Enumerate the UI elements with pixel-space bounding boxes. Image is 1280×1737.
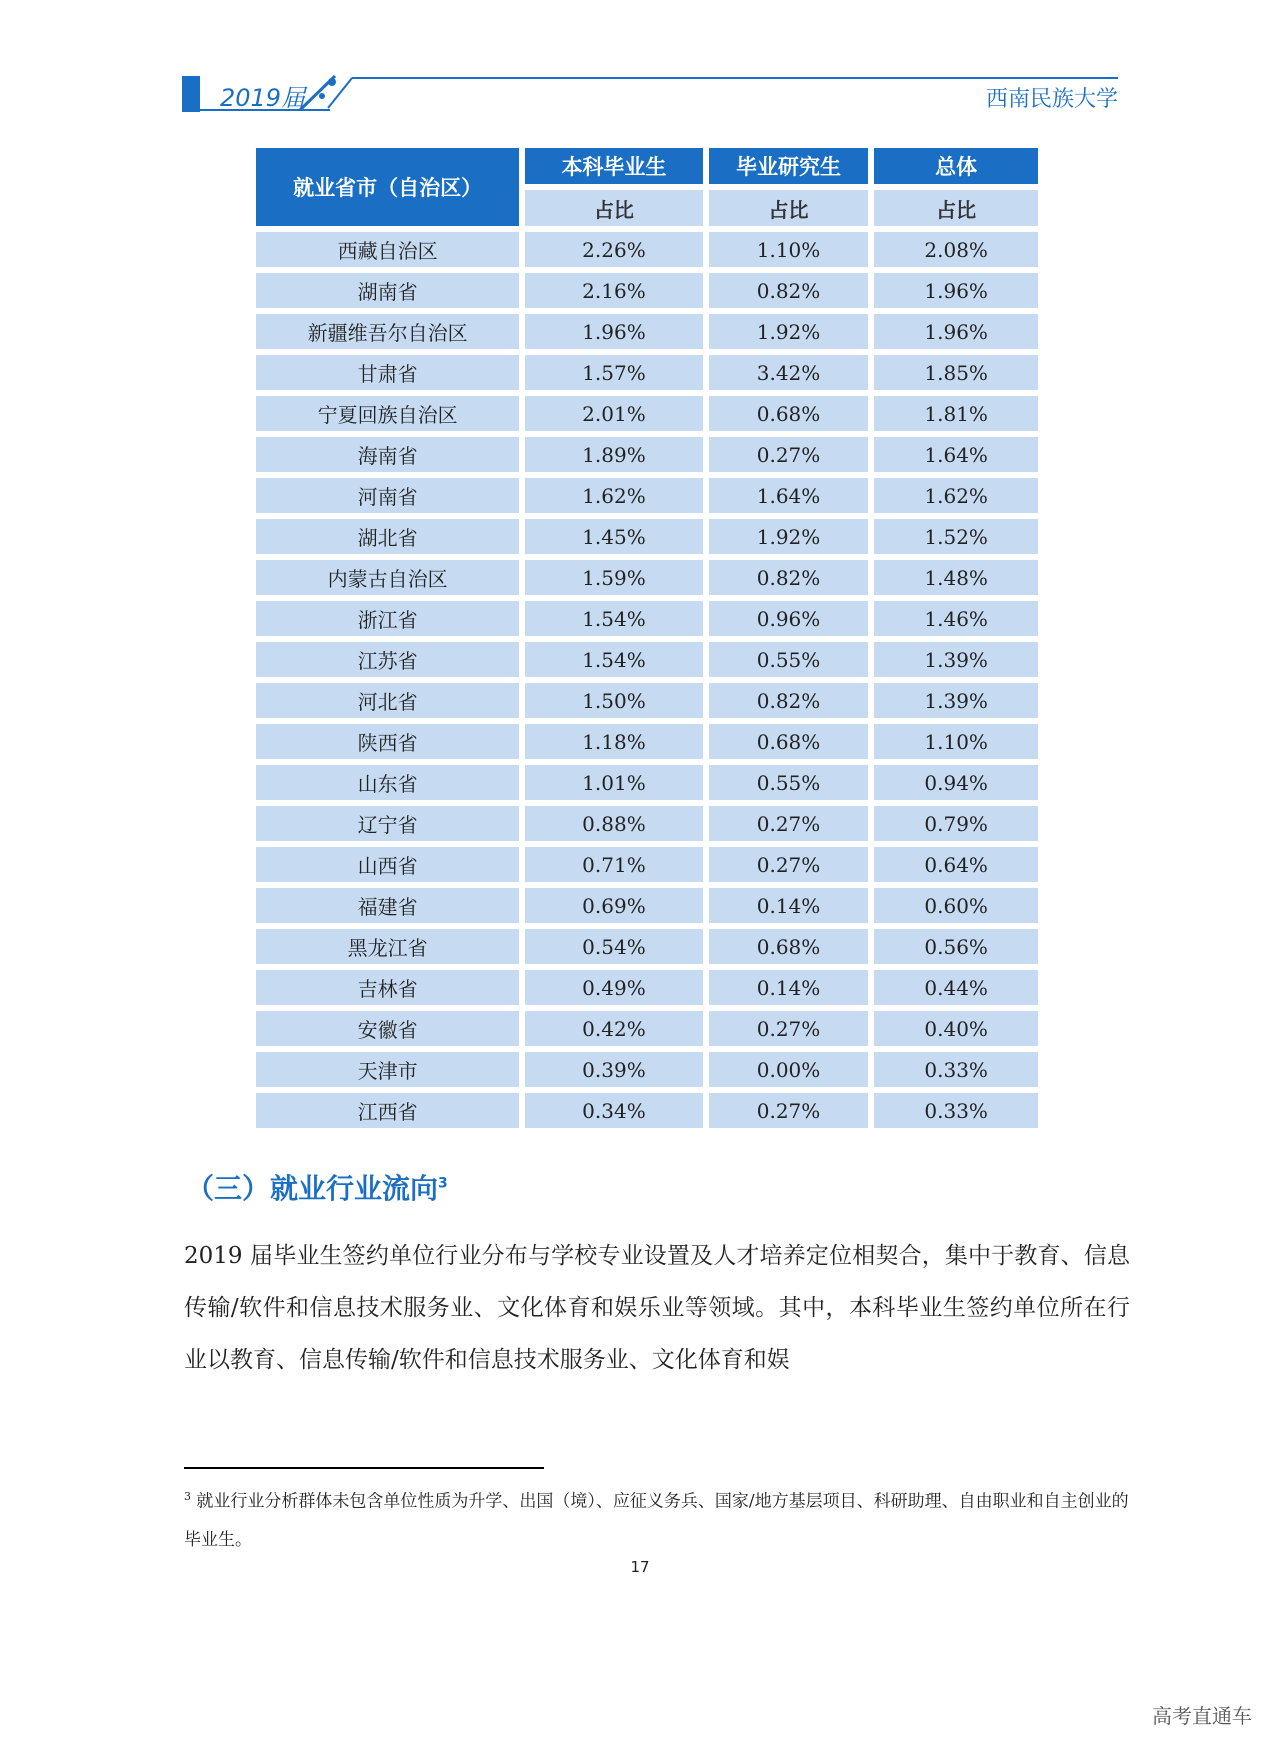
cell-total: 1.81% <box>874 396 1038 431</box>
table-row <box>256 888 1038 923</box>
cell-province: 福建省 <box>256 888 519 923</box>
cell-undergrad: 1.62% <box>525 478 703 513</box>
cell-grad: 0.27% <box>709 1011 869 1046</box>
header-year: 2019届 <box>220 84 306 112</box>
cell-undergrad: 1.45% <box>525 519 703 554</box>
col-header-total: 总体 <box>874 148 1038 184</box>
cell-total: 0.33% <box>874 1052 1038 1087</box>
section-title-footnote-ref: 3 <box>438 1175 448 1192</box>
col-header-grad: 毕业研究生 <box>709 148 869 184</box>
table-row <box>256 683 1038 718</box>
cell-total: 1.96% <box>874 314 1038 349</box>
cell-undergrad: 2.26% <box>525 232 703 267</box>
table-row <box>256 478 1038 513</box>
cell-grad: 1.64% <box>709 478 869 513</box>
cell-province: 西藏自治区 <box>256 232 519 267</box>
table-row <box>256 355 1038 390</box>
page-number: 17 <box>630 1558 650 1576</box>
cell-province: 甘肃省 <box>256 355 519 390</box>
cell-total: 1.46% <box>874 601 1038 636</box>
cell-grad: 0.82% <box>709 683 869 718</box>
cell-total: 0.44% <box>874 970 1038 1005</box>
cell-province: 浙江省 <box>256 601 519 636</box>
cell-grad: 0.27% <box>709 437 869 472</box>
col-header-province: 就业省市（自治区） <box>256 148 519 226</box>
section-paragraph: 2019 届毕业生签约单位行业分布与学校专业设置及人才培养定位相契合，集中于教育、信息传输/软件和信息技术服务业、文化体育和娱乐业等领域。其中，本科毕业生签约单位所在行业以教育、信息传输/软件和信息技术服务业、文化体育和娱 <box>184 1243 1130 1373</box>
cell-total: 1.64% <box>874 437 1038 472</box>
cell-undergrad: 0.69% <box>525 888 703 923</box>
sub-header-undergrad: 占比 <box>525 190 703 226</box>
sub-header-total: 占比 <box>874 190 1038 226</box>
table-row <box>256 929 1038 964</box>
table-row <box>256 232 1038 267</box>
table-row <box>256 765 1038 800</box>
cell-province: 内蒙古自治区 <box>256 560 519 595</box>
cell-undergrad: 2.16% <box>525 273 703 308</box>
cell-grad: 3.42% <box>709 355 869 390</box>
cell-total: 0.33% <box>874 1093 1038 1128</box>
cell-grad: 1.92% <box>709 314 869 349</box>
sub-header-grad: 占比 <box>709 190 869 226</box>
cell-grad: 0.68% <box>709 724 869 759</box>
table-row <box>256 273 1038 308</box>
cell-total: 0.64% <box>874 847 1038 882</box>
cell-province: 辽宁省 <box>256 806 519 841</box>
cell-grad: 0.82% <box>709 273 869 308</box>
cell-undergrad: 0.54% <box>525 929 703 964</box>
cell-undergrad: 1.96% <box>525 314 703 349</box>
cell-grad: 0.14% <box>709 888 869 923</box>
cell-grad: 0.27% <box>709 1093 869 1128</box>
footnote-text: 就业行业分析群体未包含单位性质为升学、出国（境）、应征义务兵、国家/地方基层项目、科研助理、自由职业和自主创业的毕业生。 <box>184 1491 1129 1550</box>
cell-undergrad: 1.01% <box>525 765 703 800</box>
cell-province: 湖北省 <box>256 519 519 554</box>
cell-province: 安徽省 <box>256 1011 519 1046</box>
cell-province: 江西省 <box>256 1093 519 1128</box>
cell-grad: 0.82% <box>709 560 869 595</box>
header-school-name: 西南民族大学 <box>985 87 1118 112</box>
cell-total: 1.62% <box>874 478 1038 513</box>
cell-total: 1.52% <box>874 519 1038 554</box>
cell-undergrad: 1.18% <box>525 724 703 759</box>
table-row <box>256 970 1038 1005</box>
cell-total: 1.96% <box>874 273 1038 308</box>
table-row <box>256 396 1038 431</box>
cell-total: 0.94% <box>874 765 1038 800</box>
cell-total: 1.85% <box>874 355 1038 390</box>
cell-grad: 0.96% <box>709 601 869 636</box>
cell-undergrad: 0.88% <box>525 806 703 841</box>
cell-undergrad: 0.42% <box>525 1011 703 1046</box>
cell-grad: 1.92% <box>709 519 869 554</box>
cell-province: 吉林省 <box>256 970 519 1005</box>
cell-province: 湖南省 <box>256 273 519 308</box>
table-row <box>256 601 1038 636</box>
cell-total: 0.60% <box>874 888 1038 923</box>
cell-grad: 0.00% <box>709 1052 869 1087</box>
cell-province: 山东省 <box>256 765 519 800</box>
cell-province: 天津市 <box>256 1052 519 1087</box>
cell-undergrad: 1.50% <box>525 683 703 718</box>
cell-undergrad: 0.71% <box>525 847 703 882</box>
cell-province: 江苏省 <box>256 642 519 677</box>
cell-undergrad: 1.57% <box>525 355 703 390</box>
cell-grad: 0.55% <box>709 765 869 800</box>
table-row <box>256 806 1038 841</box>
cell-undergrad: 1.54% <box>525 601 703 636</box>
table-row <box>256 642 1038 677</box>
footnote-divider <box>184 1467 544 1469</box>
cell-undergrad: 2.01% <box>525 396 703 431</box>
watermark: 高考直通车 <box>1152 1704 1252 1728</box>
cell-total: 1.48% <box>874 560 1038 595</box>
cell-total: 0.56% <box>874 929 1038 964</box>
cell-total: 1.39% <box>874 642 1038 677</box>
cell-province: 陕西省 <box>256 724 519 759</box>
cell-province: 河南省 <box>256 478 519 513</box>
cell-grad: 0.14% <box>709 970 869 1005</box>
cell-total: 1.39% <box>874 683 1038 718</box>
cell-undergrad: 0.34% <box>525 1093 703 1128</box>
cell-province: 宁夏回族自治区 <box>256 396 519 431</box>
cell-total: 1.10% <box>874 724 1038 759</box>
cell-total: 2.08% <box>874 232 1038 267</box>
cell-grad: 1.10% <box>709 232 869 267</box>
section-title <box>186 1167 448 1207</box>
cell-total: 0.79% <box>874 806 1038 841</box>
table-row <box>256 314 1038 349</box>
section-title-text: （三）就业行业流向 <box>186 1172 439 1205</box>
table-row <box>256 847 1038 882</box>
cell-total: 0.40% <box>874 1011 1038 1046</box>
cell-grad: 0.27% <box>709 847 869 882</box>
cell-province: 新疆维吾尔自治区 <box>256 314 519 349</box>
cell-province: 河北省 <box>256 683 519 718</box>
cell-grad: 0.55% <box>709 642 869 677</box>
footnote-marker: 3 <box>184 1490 191 1503</box>
table-row <box>256 1093 1038 1128</box>
cell-grad: 0.27% <box>709 806 869 841</box>
cell-undergrad: 1.89% <box>525 437 703 472</box>
cell-province: 山西省 <box>256 847 519 882</box>
footnote <box>184 1478 1130 1559</box>
table-row <box>256 437 1038 472</box>
cell-province: 黑龙江省 <box>256 929 519 964</box>
table-row <box>256 560 1038 595</box>
table-row <box>256 724 1038 759</box>
table-body <box>256 232 1038 1128</box>
cell-grad: 0.68% <box>709 929 869 964</box>
table-row <box>256 519 1038 554</box>
table-row <box>256 1011 1038 1046</box>
cell-undergrad: 0.49% <box>525 970 703 1005</box>
employment-province-table <box>250 142 1044 1134</box>
cell-grad: 0.68% <box>709 396 869 431</box>
cell-province: 海南省 <box>256 437 519 472</box>
cell-undergrad: 1.59% <box>525 560 703 595</box>
cell-undergrad: 1.54% <box>525 642 703 677</box>
col-header-undergrad: 本科毕业生 <box>525 148 703 184</box>
table-row <box>256 1052 1038 1087</box>
cell-undergrad: 0.39% <box>525 1052 703 1087</box>
